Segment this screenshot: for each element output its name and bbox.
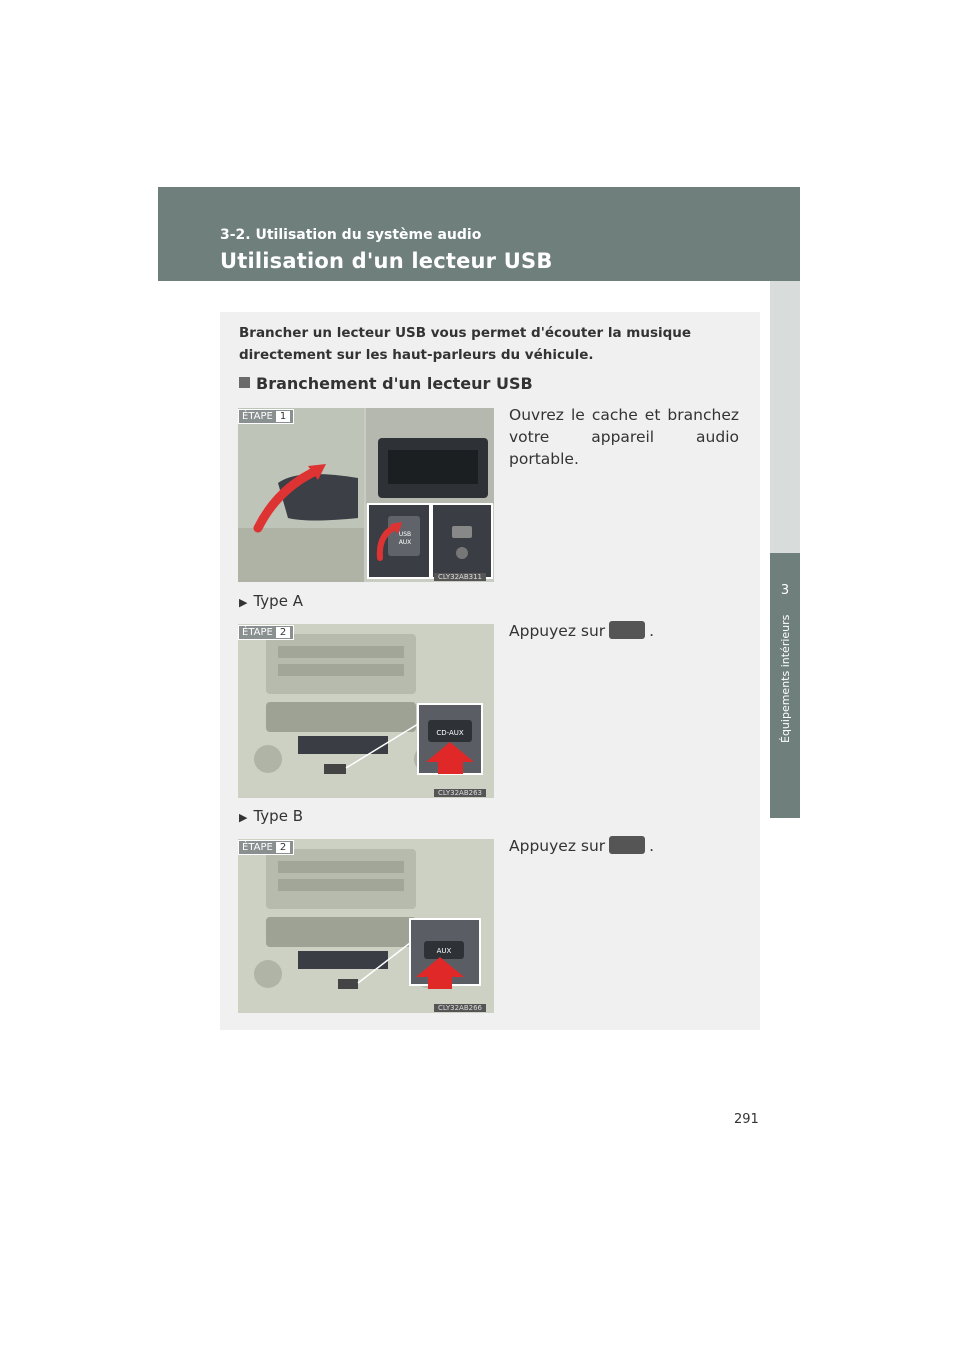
console-b-illustration — [238, 839, 494, 1013]
triangle-bullet-icon: ▶ — [239, 596, 248, 609]
chapter-tab — [770, 553, 800, 818]
image-code: CLY32AB266 — [434, 1004, 486, 1012]
step-2a-text — [509, 620, 654, 642]
type-a-label — [239, 592, 303, 610]
step-2a-text-after: . — [649, 622, 655, 640]
step-2b-text — [509, 835, 654, 857]
content-panel — [220, 312, 760, 1030]
step-badge-label: ÉTAPE — [242, 842, 273, 853]
step-badge — [238, 840, 294, 855]
armrest-illustration — [238, 408, 494, 582]
square-bullet-icon — [239, 377, 250, 388]
image-code: CLY32AB311 — [434, 573, 486, 581]
page-number: 291 — [734, 1112, 759, 1127]
image-code: CLY32AB263 — [434, 789, 486, 797]
step-badge — [238, 625, 294, 640]
step-badge-number: 2 — [276, 627, 290, 638]
type-b-label — [239, 807, 303, 825]
subheading-text: Branchement d'un lecteur USB — [256, 374, 533, 393]
sidebar-tab-spacer — [770, 281, 800, 553]
console-photo-type-a — [238, 624, 494, 798]
step-2b-text-after: . — [649, 837, 655, 855]
step-badge — [238, 409, 294, 424]
step-badge-number: 1 — [276, 411, 290, 422]
aux-label: AUX — [436, 947, 452, 955]
step-1-text: Ouvrez le cache et branchez votre appareil audio portable. — [509, 406, 739, 468]
intro-text: Brancher un lecteur USB vous permet d'écouter la musique directement sur les haut-parleurs du véhicule. — [239, 325, 692, 363]
step-2a-text-before: Appuyez sur — [509, 622, 606, 640]
console-a-illustration — [238, 624, 494, 798]
usb-aux-label: USB AUX — [398, 531, 412, 546]
console-photo-type-b — [238, 839, 494, 1013]
triangle-bullet-icon: ▶ — [239, 811, 248, 824]
cd-aux-label: CD-AUX — [436, 729, 464, 737]
chapter-label: Équipements intérieurs — [779, 615, 792, 744]
step-badge-label: ÉTAPE — [242, 627, 273, 638]
type-a-text: Type A — [253, 592, 303, 610]
step-badge-label: ÉTAPE — [242, 411, 273, 422]
cd-aux-button-icon — [609, 621, 645, 639]
subheading — [239, 374, 533, 393]
type-b-text: Type B — [253, 807, 303, 825]
step-badge-number: 2 — [276, 842, 290, 853]
chapter-number: 3 — [780, 583, 790, 598]
step-2b-text-before: Appuyez sur — [509, 837, 606, 855]
section-label: 3-2. Utilisation du système audio — [220, 227, 482, 243]
aux-button-icon — [609, 836, 645, 854]
section-header — [158, 187, 800, 281]
page-title: Utilisation d'un lecteur USB — [220, 249, 553, 273]
armrest-photo — [238, 408, 494, 582]
